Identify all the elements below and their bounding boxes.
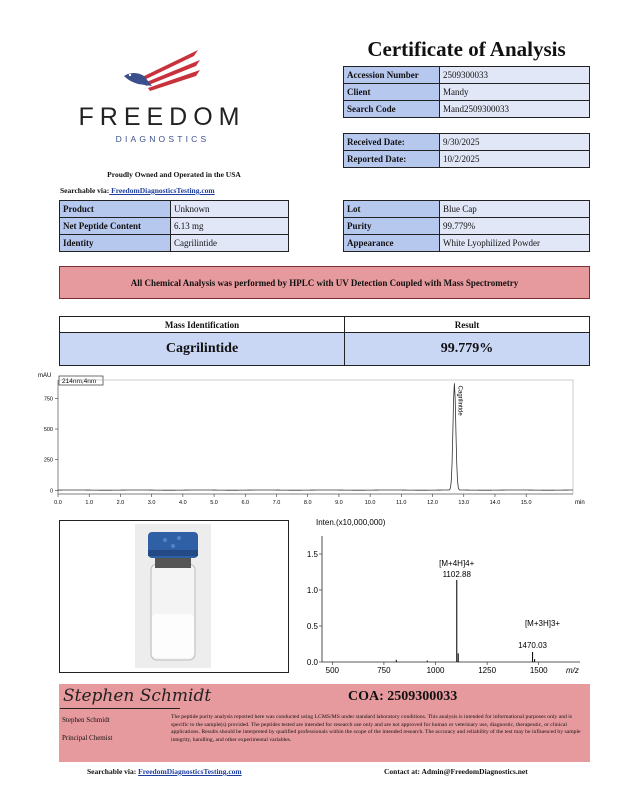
chrom-y-tick-label: 500 (43, 427, 53, 434)
chrom-y-tick-label: 0 (49, 488, 53, 495)
ms-x-label: m/z (566, 666, 579, 675)
table-row (344, 218, 590, 235)
searchable-top-link[interactable]: FreedomDiagnosticsTesting.com (109, 186, 215, 195)
mass-id-table (59, 316, 590, 366)
ms-x-tick-label: 1500 (529, 666, 548, 675)
chrom-peak-label: Cagrilintide (456, 385, 463, 416)
footer-searchable-link[interactable]: FreedomDiagnosticsTesting.com (138, 767, 242, 776)
product-key: Net Peptide Content (60, 218, 171, 235)
chrom-x-tick-label: 0.0 (54, 500, 62, 506)
footer-searchable-label: Searchable via: (87, 767, 139, 776)
page-title: Certificate of Analysis (367, 37, 566, 61)
mass-value-identification: Cagrilintide (60, 333, 345, 366)
lot-value: White Lyophilized Powder (440, 235, 590, 252)
chrom-x-tick-label: 9.0 (335, 500, 343, 506)
chrom-y-tick-label: 750 (43, 396, 53, 403)
lot-key: Appearance (344, 235, 440, 252)
footer-searchable (87, 767, 242, 776)
chrom-x-unit: min (575, 500, 585, 506)
table-row (60, 235, 289, 252)
chrom-x-tick-label: 4.0 (179, 500, 187, 506)
table-row (60, 201, 289, 218)
lot-value: 99.779% (440, 218, 590, 235)
table-row (344, 134, 590, 151)
product-table (59, 200, 289, 252)
ms-y-tick-label: 1.0 (306, 586, 318, 595)
ms-y-tick-label: 0.5 (306, 622, 318, 631)
chrom-x-tick-label: 2.0 (116, 500, 125, 506)
table-row (60, 333, 590, 366)
hplc-chromatogram (38, 370, 593, 518)
chrom-x-tick-label: 3.0 (147, 500, 156, 506)
footer-contact: Contact at: Admin@FreedomDiagnostics.net (384, 767, 528, 776)
chrom-channel: 214nm,4nm (62, 378, 97, 385)
method-banner-text: All Chemical Analysis was performed by HPLC with UV Detection Coupled with Mass Spectrometry (130, 277, 519, 288)
info-value: Mandy (440, 84, 590, 101)
ms-x-tick-label: 750 (377, 666, 391, 675)
info-table (343, 66, 590, 118)
chrom-x-tick-label: 8.0 (303, 500, 312, 506)
product-key: Identity (60, 235, 171, 252)
signer-name: Stephen Schmidt (62, 716, 110, 724)
ms-x-tick-label: 1250 (478, 666, 497, 675)
date-value: 10/2/2025 (440, 151, 590, 168)
chrom-trace-line (58, 383, 573, 490)
product-key: Product (60, 201, 171, 218)
mass-spectrum-chart (296, 516, 592, 678)
chrom-x-tick-label: 13.0 (458, 500, 470, 506)
ms-title: Inten.(x10,000,000) (316, 518, 386, 527)
table-row (344, 235, 590, 252)
mass-header-identification: Mass Identification (60, 317, 345, 333)
ms-annotation-mz: 1470.03 (518, 640, 547, 650)
chrom-x-tick-label: 12.0 (427, 500, 438, 506)
chrom-frame (58, 380, 573, 494)
table-row (344, 67, 590, 84)
mass-header-result: Result (345, 317, 590, 333)
chrom-x-tick-label: 1.0 (85, 500, 94, 506)
table-row (60, 317, 590, 333)
signer-title: Principal Chemist (62, 734, 113, 742)
sample-vial-photo (135, 524, 211, 668)
lot-value: Blue Cap (440, 201, 590, 218)
lot-key: Purity (344, 218, 440, 235)
chrom-x-tick-label: 5.0 (210, 500, 218, 506)
table-row (344, 84, 590, 101)
product-value: 6.13 mg (171, 218, 289, 235)
coa-number: COA: 2509300033 (348, 689, 458, 704)
product-value: Cagrilintide (171, 235, 289, 252)
chrom-x-tick-label: 6.0 (241, 500, 250, 506)
info-value: Mand2509300033 (440, 101, 590, 118)
product-value: Unknown (171, 201, 289, 218)
chrom-y-unit: mAU (38, 373, 52, 379)
info-key: Client (344, 84, 440, 101)
date-value: 9/30/2025 (440, 134, 590, 151)
logo-subtitle: DIAGNOSTICS (115, 134, 210, 144)
chrom-x-tick-label: 14.0 (489, 500, 501, 506)
sample-photo-panel (59, 520, 289, 673)
ms-annotation-mz: 1102.88 (442, 569, 471, 579)
ms-y-tick-label: 0.0 (306, 658, 318, 667)
ms-y-tick-label: 1.5 (306, 550, 318, 559)
ms-x-tick-label: 1000 (426, 666, 445, 675)
logo-wordmark: FREEDOM (78, 103, 246, 131)
tagline: Proudly Owned and Operated in the USA (107, 170, 241, 179)
info-key: Accession Number (344, 67, 440, 84)
searchable-top-label: Searchable via: (60, 186, 110, 195)
signature-line (60, 708, 180, 709)
dates-table (343, 133, 590, 168)
ms-x-tick-label: 500 (325, 666, 339, 675)
chrom-x-tick-label: 11.0 (396, 500, 407, 506)
table-row (344, 101, 590, 118)
chrom-y-tick-label: 250 (43, 457, 53, 464)
disclaimer-text: The peptide purity analysis reported here was conducted using LCMS/MS under standard laboratory conditions. This analysis is intended for informational purposes only and is specific to the sample(s) provided. The peptides tested are intended for research use only and are not approved for human or veterinary use, diagnostic, therapeutic, or clinical applications. Results should be interpreted by qualified professionals within the scope of the intended research. The accuracy and reliability of the test may be influenced by sample integrity, handling, and other experimental variables. (171, 714, 581, 743)
table-row (344, 151, 590, 168)
date-key: Received Date: (344, 134, 440, 151)
searchable-top (60, 186, 215, 195)
chrom-x-tick-label: 10.0 (364, 500, 376, 506)
chrom-x-tick-label: 7.0 (272, 500, 281, 506)
ms-annotation-ion: [M+4H]4+ (439, 558, 475, 568)
vial-icon (135, 524, 211, 668)
ms-annotation-ion: [M+3H]3+ (524, 618, 561, 628)
chrom-x-tick-label: 15.0 (520, 500, 532, 506)
table-row (60, 218, 289, 235)
lot-key: Lot (344, 201, 440, 218)
eagle-logo-icon (122, 48, 202, 100)
method-banner (59, 266, 590, 299)
date-key: Reported Date: (344, 151, 440, 168)
lot-table (343, 200, 590, 252)
signature-script: Stephen Schmidt (63, 686, 212, 706)
table-row (344, 201, 590, 218)
info-value: 2509300033 (440, 67, 590, 84)
info-key: Search Code (344, 101, 440, 118)
mass-value-result: 99.779% (345, 333, 590, 366)
